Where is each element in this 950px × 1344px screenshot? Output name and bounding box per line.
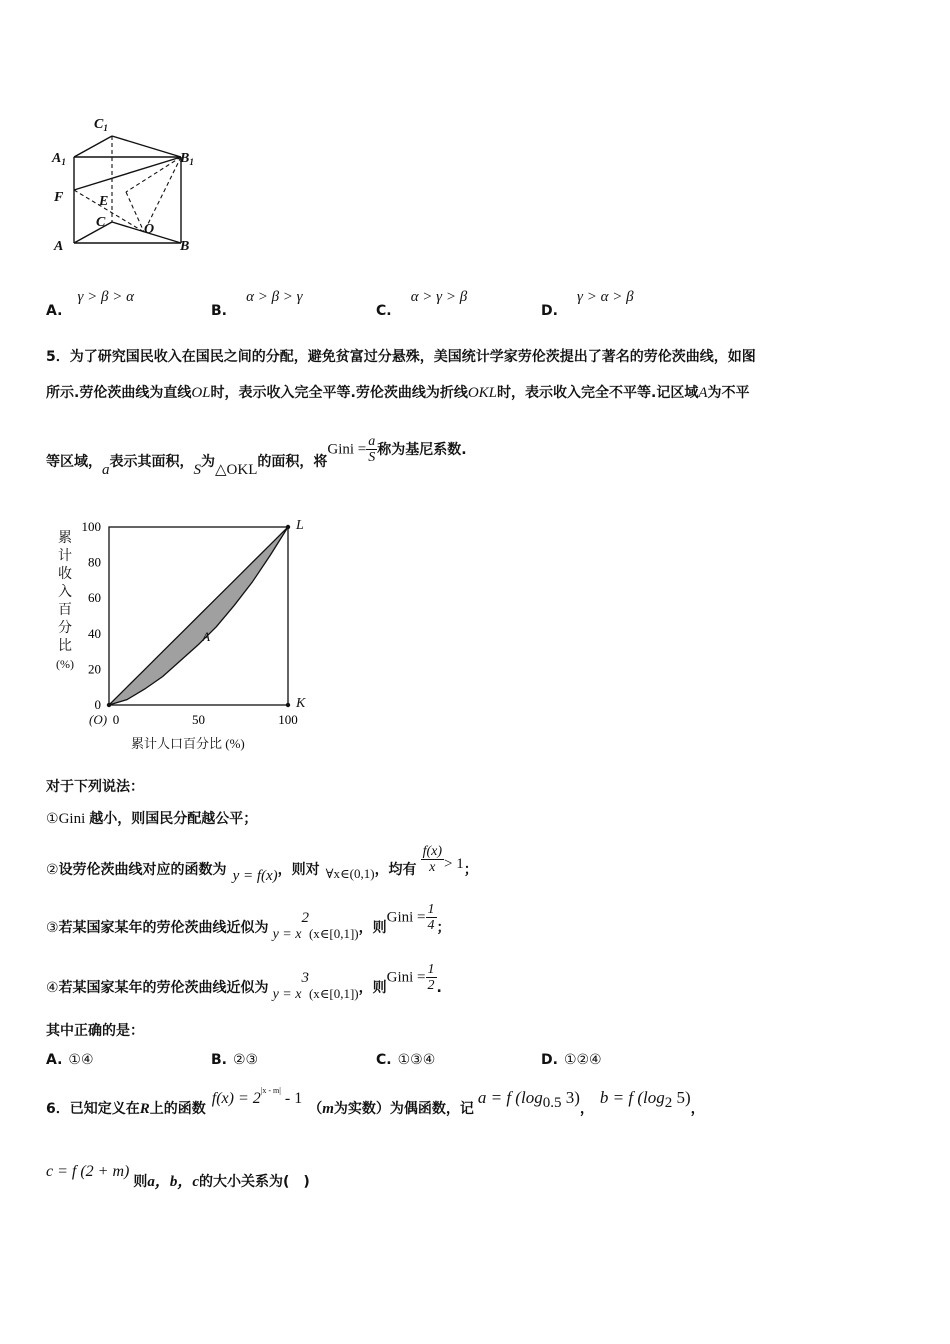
y-tick-label: 80 <box>88 554 101 570</box>
option-value: ①②④ <box>563 1052 602 1068</box>
correct-prompt: 其中正确的是： <box>46 1023 144 1039</box>
option-expr: γ > α > β <box>577 289 634 305</box>
q5-line-2: 所示.劳伦茨曲线为直线OL时，表示收入完全平等.劳伦茨曲线为折线OKL时，表示收入完全不平等.记区域A为不平 <box>46 385 750 401</box>
option-value: ②③ <box>233 1052 259 1068</box>
q6-line-2: c = f (2 + m)则a，b，c的大小关系为( ) <box>46 1163 310 1190</box>
y-tick-label: 100 <box>81 519 101 534</box>
option-label: A. <box>46 1052 63 1068</box>
q5-line-3: 等区域，a表示其面积，S为△OKL的面积，将Gini = $\frac{a}{S}$ 称为基尼系数. <box>46 434 467 478</box>
q4-option-a[interactable] <box>46 286 135 319</box>
x-tick-label: 0 <box>112 712 120 727</box>
option-label: D. <box>541 1052 558 1068</box>
option-value: ①③④ <box>397 1052 436 1068</box>
statements-intro: 对于下列说法： <box>46 779 144 795</box>
q4-option-d[interactable] <box>541 286 634 319</box>
option-label: B. <box>211 303 227 319</box>
origin-label: (O) <box>89 712 108 727</box>
q5-option-b[interactable] <box>211 1052 258 1068</box>
point-l <box>286 525 290 529</box>
lorenz-chart <box>46 510 326 760</box>
statement-2: ②设劳伦茨曲线对应的函数为 y = f(x)，则对 ∀x∈(0,1)，均有 $\frac{f(x)}{x}$ > 1； <box>46 844 478 884</box>
label-c1: $C_1$ <box>94 117 108 133</box>
q4-option-c[interactable] <box>376 286 468 319</box>
label-b1: $B_1$ <box>180 151 194 167</box>
option-label: D. <box>541 303 558 319</box>
y-tick-label: 0 <box>94 697 101 712</box>
y-tick-label: 60 <box>88 590 101 606</box>
option-expr: α > γ > β <box>410 289 468 305</box>
region-a-label: A <box>202 628 211 644</box>
label-a1: $A_1$ <box>52 151 66 167</box>
point-k-label: K <box>296 696 306 711</box>
label-o: O <box>144 222 155 237</box>
y-tick-label: 20 <box>88 661 101 677</box>
option-label: B. <box>211 1052 227 1068</box>
y-tick-label: 40 <box>88 625 101 641</box>
x-tick-label: 50 <box>192 712 205 727</box>
region-a-fill <box>109 527 288 705</box>
statement-3: ③若某国家某年的劳伦茨曲线近似为 $y = x^2(x\in[0,1])$，则Gini = $\frac{1}{4}$ ； <box>46 902 451 942</box>
label-f: F <box>54 190 64 205</box>
q5-line-1: 5．为了研究国民收入在国民之间的分配，避免贫富过分悬殊，美国统计学家劳伦茨提出了著名的劳伦茨曲线，如图 <box>46 349 756 365</box>
q5-option-a[interactable] <box>46 1052 94 1068</box>
label-e: E <box>99 194 109 209</box>
q5-option-c[interactable] <box>376 1052 435 1068</box>
prism-figure <box>44 110 209 260</box>
q6-line-1: 6．已知定义在R上的函数$f(x) = 2^{|x - m|} - 1(m$为实数）为偶函数，记a = f ($\log_{0.5}$ 3)，b = f ($\log_2$ 5)， <box>46 1086 705 1117</box>
x-tick-label: 100 <box>278 712 298 727</box>
q4-option-b[interactable] <box>211 286 303 319</box>
q5-option-d[interactable] <box>541 1052 602 1068</box>
point-o <box>107 703 111 707</box>
point-k <box>286 703 290 707</box>
label-b: B <box>180 239 190 254</box>
x-axis-label: 累计人口百分比 (%) <box>131 736 245 751</box>
statement-1: ①Gini 越小，则国民分配越公平； <box>46 811 258 827</box>
option-label: A. <box>46 303 63 319</box>
point-l-label: L <box>296 518 304 533</box>
option-label: C. <box>376 1052 392 1068</box>
label-c: C <box>96 215 106 230</box>
option-label: C. <box>376 303 392 319</box>
label-a: A <box>54 239 64 254</box>
option-expr: γ > β > α <box>77 289 135 305</box>
y-axis-label: 累计收入百分比(%) <box>56 531 74 671</box>
option-value: ①④ <box>68 1052 94 1068</box>
option-expr: α > β > γ <box>246 289 303 305</box>
statement-4: ④若某国家某年的劳伦茨曲线近似为 $y = x^3(x\in[0,1])$，则Gini = $\frac{1}{2}$ . <box>46 962 442 1002</box>
